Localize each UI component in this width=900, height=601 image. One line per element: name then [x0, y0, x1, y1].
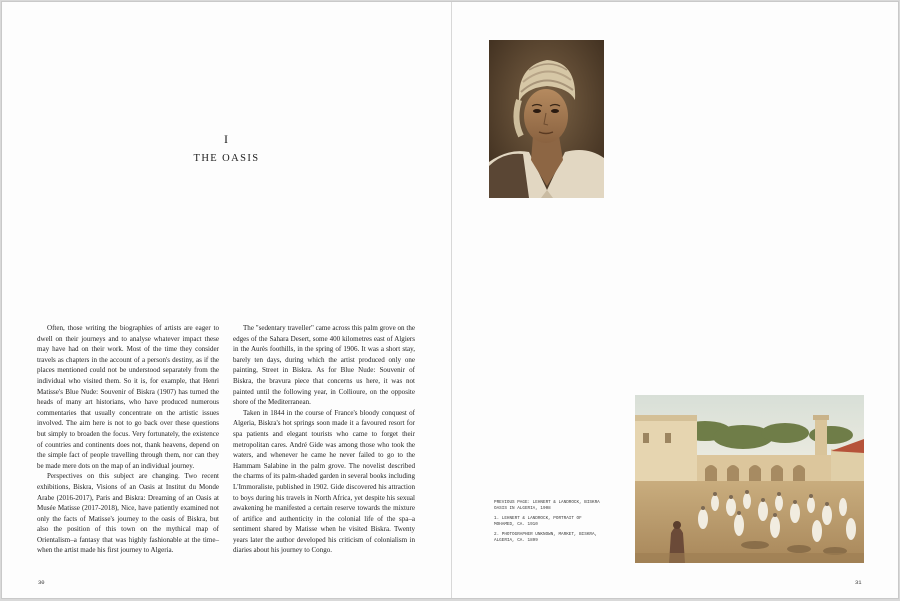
paragraph: Perspectives on this subject are changing. Two recent exhibitions, Biskra, Visions of an Oasis at Institut du Monde Arabe (2016-2017), Paris and Biskra: Dreaming of an Oasis at Musée Matisse (2017-2018), Nice, have patiently examined not only the facts of Matisse's journey to the oasis of Biskra, but also the position of this town on the mythical map of Orientalism–a fantasy that was highly fashionable at the time–when the artist made his first journey to Algeria.: [37, 472, 219, 555]
photo-captions: [494, 500, 604, 549]
portrait-photo: [489, 40, 604, 198]
text-column-right: [233, 323, 415, 556]
chapter-number: I: [224, 132, 229, 146]
page-number-right: 31: [855, 579, 862, 586]
text-column-left: [37, 323, 219, 556]
paragraph: The "sedentary traveller" came across this palm grove on the edges of the Sahara Desert, some 400 kilometres east of Algiers in the Aurès foothills, in the spring of 1906. It was a short stay, barely ten days, during which the artist produced only one painting, Street in Biskra. As for Blue Nude: Souvenir of Biskra, the bravura piece that concerns us here, it was not painted until the following year, in Collioure, on the opposite shore of the Mediterranean.: [233, 324, 415, 407]
market-photo: [635, 395, 864, 563]
caption-previous-page: PREVIOUS PAGE: LEHNERT & LANDROCK, BISKRA OASIS IN ALGERIA, 1908: [494, 500, 600, 511]
paragraph: Often, those writing the biographies of artists are eager to dwell on their journeys and to analyse whatever impact these may have had on their work. Most of the time they consider travels as chapters in the account of a person's destiny, as if the places mentioned could not be understood separately from the individual who visited them. So it is, for example, that Henri Matisse's Blue Nude: Souvenir of Biskra (1907) has turned the heads of many art historians, who have produced numerous commentaries that usually concentrate on the artistic issues involved. The aim here is not to go back over these questions but simply to broaden the focus. Very fortunately, the existence of countries and continents does not, thank heavens, depend on the simple fact of people travelling through them, nor can they be made mere dots on the map of an individual journey.: [37, 324, 219, 470]
page-number-left: 30: [38, 579, 45, 586]
paragraph: Taken in 1844 in the course of France's bloody conquest of Algeria, Biskra's hot springs soon made it a favoured resort for spa patients and elegant tourists who came to forget their metropolitan cares. André Gide was among those who took the waters, and whenever he came he never failed to go to the Hammam Salabine in the palm grove. The novelist described the charms of its palm-shaded garden in several books including L'Immoraliste, published in 1902. Gide discovered his attraction to boys during his travels in North Africa, yet despite his sexual awakening he manifested a certain reserve towards the mixture of artifice and authenticity in the colonial life of the spa–a sentiment shared by Matisse when he visited Biskra. Twenty years later the author developed his criticism of colonialism in diaries about his journey to Congo.: [233, 408, 415, 555]
chapter-title: THE OASIS: [193, 153, 260, 164]
gutter: [451, 2, 452, 598]
caption-1: 1. LEHNERT & LANDROCK, PORTRAIT OF MOHAMED, CA. 1910: [494, 516, 582, 527]
caption-2: 2. PHOTOGRAPHER UNKNOWN, MARKET, BISKRA, ALGERIA, CA. 1899: [494, 532, 598, 543]
book-spread: [1, 1, 899, 599]
